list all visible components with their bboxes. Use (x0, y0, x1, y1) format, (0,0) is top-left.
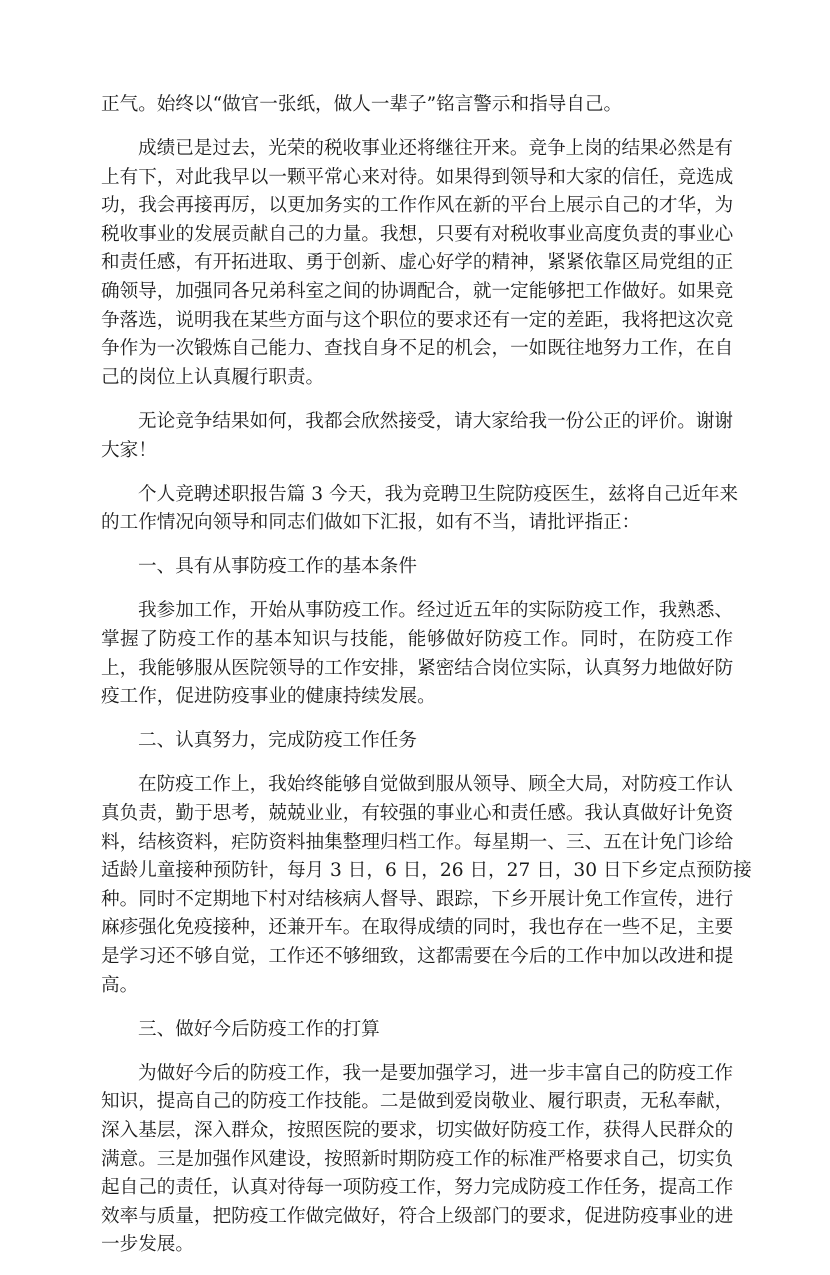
text-line: 真负责，勤于思考，兢兢业业，有较强的事业心和责任感。我认真做好计免资 (101, 802, 734, 824)
text-line: 确领导，加强同各兄弟科室之间的协调配合，就一定能够把工作做好。如果竞 (101, 281, 734, 303)
text-line: 争落选，说明我在某些方面与这个职位的要求还有一定的差距，我将把这次竞 (101, 309, 734, 331)
text-line: 二、认真努力，完成防疫工作任务 (138, 730, 417, 752)
text-line: 为做好今后的防疫工作，我一是要加强学习，进一步丰富自己的防疫工作 (138, 1062, 734, 1084)
text-line: 上，我能够服从医院领导的工作安排，紧密结合岗位实际，认真努力地做好防 (101, 657, 734, 679)
text-line: 上有下，对此我早以一颗平常心来对待。如果得到领导和大家的信任，竞选成 (101, 166, 734, 188)
text-line: 争作为一次锻炼自己能力、查找自身不足的机会，一如既往地努力工作，在自 (101, 338, 734, 360)
text-line: 一、具有从事防疫工作的基本条件 (138, 556, 417, 578)
paragraph (101, 408, 733, 465)
text-line: 大家！ (101, 439, 157, 461)
text-line: 适龄儿童接种预防针，每月 3 日，6 日，26 日，27 日，30 日下乡定点预防接 (101, 860, 752, 882)
paragraph (101, 481, 739, 538)
text-line: 知识，提高自己的防疫工作技能。二是做到爱岗敬业、履行职责，无私奉献， (101, 1091, 734, 1113)
text-line: 掌握了防疫工作的基本知识与技能，能够做好防疫工作。同时，在防疫工作 (101, 629, 733, 650)
text-line: 己的岗位上认真履行职责。 (101, 366, 325, 388)
paragraph (101, 135, 733, 392)
text-line: 种。同时不定期地下村对结核病人督导、跟踪，下乡开展计免工作宣传，进行 (101, 888, 734, 910)
text-line: 我参加工作，开始从事防疫工作。经过近五年的实际防疫工作，我熟悉、 (138, 600, 734, 622)
paragraph (101, 597, 733, 711)
text-line: 和责任感，有开拓进取、勇于创新、虚心好学的精神，紧紧依靠区局党组的正 (101, 252, 734, 274)
text-line: 是学习还不够自觉，工作还不够细致，这都需要在今后的工作中加以改进和提 (101, 945, 734, 967)
text-line: 的工作情况向领导和同志们做如下汇报，如有不当，请批评指正： (101, 512, 641, 534)
text-line: 料，结核资料，疟防资料抽集整理归档工作。每星期一、三、五在计免门诊给 (101, 831, 734, 853)
paragraph (101, 553, 733, 582)
text-line: 深入基层，深入群众，按照医院的要求，切实做好防疫工作，获得人民群众的 (101, 1119, 734, 1141)
text-line: 个人竞聘述职报告篇 3 今天，我为竞聘卫生院防疫医生，兹将自己近年来 (138, 483, 739, 505)
text-line: 效率与质量，把防疫工作做完做好，符合上级部门的要求，促进防疫事业的进 (101, 1205, 734, 1227)
paragraph (101, 771, 752, 1000)
text-line: 一步发展。 (101, 1234, 194, 1256)
text-line: 在防疫工作上，我始终能够自觉做到服从领导、顾全大局，对防疫工作认 (138, 774, 734, 796)
text-line: 麻疹强化免疫接种，还兼开车。在取得成绩的同时，我也存在一些不足，主要 (101, 917, 734, 939)
text-line: 起自己的责任，认真对待每一项防疫工作，努力完成防疫工作任务，提高工作 (101, 1177, 734, 1199)
text-line: 正气。始终以“做官一张纸，做人一辈子”铭言警示和指导自己。 (101, 94, 623, 115)
text-line: 成绩已是过去，光荣的税收事业还将继往开来。竞争上岗的结果必然是有 (138, 138, 734, 160)
paragraph (101, 91, 733, 120)
text-line: 三、做好今后防疫工作的打算 (138, 1018, 380, 1040)
text-line: 无论竞争结果如何，我都会欣然接受，请大家给我一份公正的评价。谢谢 (138, 410, 734, 432)
paragraph (101, 1060, 733, 1260)
paragraph (101, 1016, 733, 1045)
text-line: 高。 (101, 974, 139, 996)
paragraph (101, 727, 733, 756)
text-line: 满意。三是加强作风建设，按照新时期防疫工作的标准严格要求自己，切实负 (101, 1148, 734, 1170)
text-line: 疫工作，促进防疫事业的健康持续发展。 (101, 686, 436, 708)
text-line: 税收事业的发展贡献自己的力量。我想，只要有对税收事业高度负责的事业心 (101, 223, 734, 245)
document-page (101, 91, 752, 1275)
text-line: 功，我会再接再厉，以更加务实的工作作风在新的平台上展示自己的才华，为 (101, 195, 734, 217)
